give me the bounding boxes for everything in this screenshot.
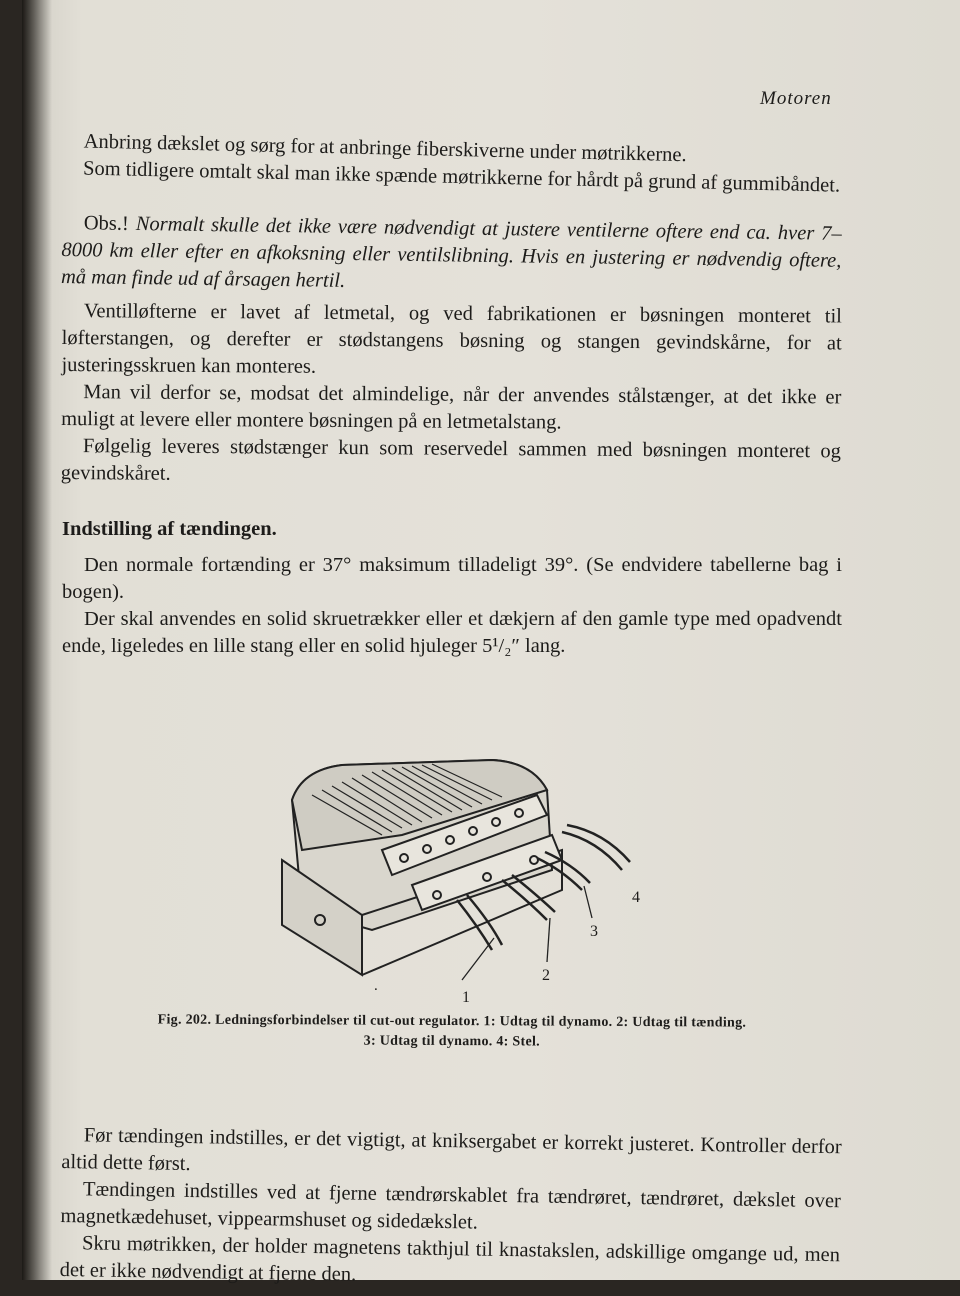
section-paragraphs bbox=[62, 552, 842, 660]
page-gutter-shadow bbox=[22, 0, 52, 1280]
bottom-paragraphs bbox=[59, 1122, 841, 1296]
paragraph: Skru møtrikken, der holder magnetens takthjul til knastakslen, adskillige omgange ud, men det er ikke nødvendigt at fjerne den. bbox=[59, 1232, 841, 1286]
paragraph: Der skal anvendes en solid skruetrækker eller et dækjern af den gamle type med opadvendt ende, ligeledes en lille stang eller en solid hjuleger 5¹/₂″ lang. bbox=[62, 608, 842, 657]
paragraph: Før tændingen indstilles, er det vigtigt, at kniksergabet er korrekt justeret. Kontroller derfor altid dette først. bbox=[61, 1124, 842, 1176]
paragraph: Tændingen indstilles ved at fjerne tændrørskablet fra tændrøret, tændrøret, dækslet over magnetkædehuset, vippearmshuset og sidedækslet. bbox=[60, 1178, 842, 1234]
callout-1: 1 bbox=[462, 989, 470, 1006]
figure-caption bbox=[62, 1010, 842, 1054]
obs-prefix: Obs.! bbox=[83, 212, 129, 235]
paragraph: Anbring dækslet og sørg for at anbringe fiberskiverne under møtrikkerne. bbox=[83, 130, 687, 167]
paragraph: Man vil derfor se, modsat det almindelige, når der anvendes stålstænger, at det ikke er muligt at levere eller montere bøsningen på en letmetalstang. bbox=[61, 381, 842, 434]
callout-3: 3 bbox=[590, 923, 598, 940]
callout-4: 4 bbox=[632, 889, 640, 906]
middle-paragraphs bbox=[61, 298, 842, 492]
section-heading: Indstilling af tændingen. bbox=[62, 518, 277, 540]
running-head: Motoren bbox=[760, 88, 832, 109]
obs-note bbox=[61, 210, 842, 302]
caption-line-2: 3: Udtag til dynamo. 4: Stel. bbox=[363, 1033, 541, 1050]
paragraph: Som tidligere omtalt skal man ikke spænde møtrikkerne for hårdt på grund af gummibåndet. bbox=[82, 157, 841, 197]
caption-line-1: Fig. 202. Ledningsforbindelser til cut-out regulator. 1: Udtag til dynamo. 2: Udtag til tænding. bbox=[157, 1012, 747, 1031]
top-paragraphs bbox=[61, 128, 842, 200]
paragraph: Ventilløfterne er lavet af letmetal, og ved fabrikationen er bøsningen monteret til løfterstangen, og derefter er stødstangens bøsning og stangen gevindskårne, for at justeringsskruen kan monteres. bbox=[61, 300, 842, 378]
regulator-illustration bbox=[262, 740, 662, 1010]
obs-paragraph bbox=[61, 210, 842, 302]
book-page bbox=[22, 0, 960, 1286]
svg-text:.: . bbox=[374, 978, 378, 994]
paragraph: Følgelig leveres stødstænger kun som reservedel sammen med bøsningen monteret og gevindskåret. bbox=[60, 435, 842, 485]
paragraph: Den normale fortænding er 37° maksimum tilladeligt 39°. (Se endvidere tabellerne bag i bogen). bbox=[62, 554, 842, 603]
figure-regulator bbox=[262, 740, 662, 1010]
callout-2: 2 bbox=[542, 967, 550, 984]
obs-text: Normalt skulle det ikke være nødvendigt at justere ventilerne oftere end ca. hver 7–8000 km eller efter en afkoksning eller ventilslibning. Hvis en justering er nødvendig oftere, må man finde ud af årsagen hertil. bbox=[60, 213, 842, 292]
